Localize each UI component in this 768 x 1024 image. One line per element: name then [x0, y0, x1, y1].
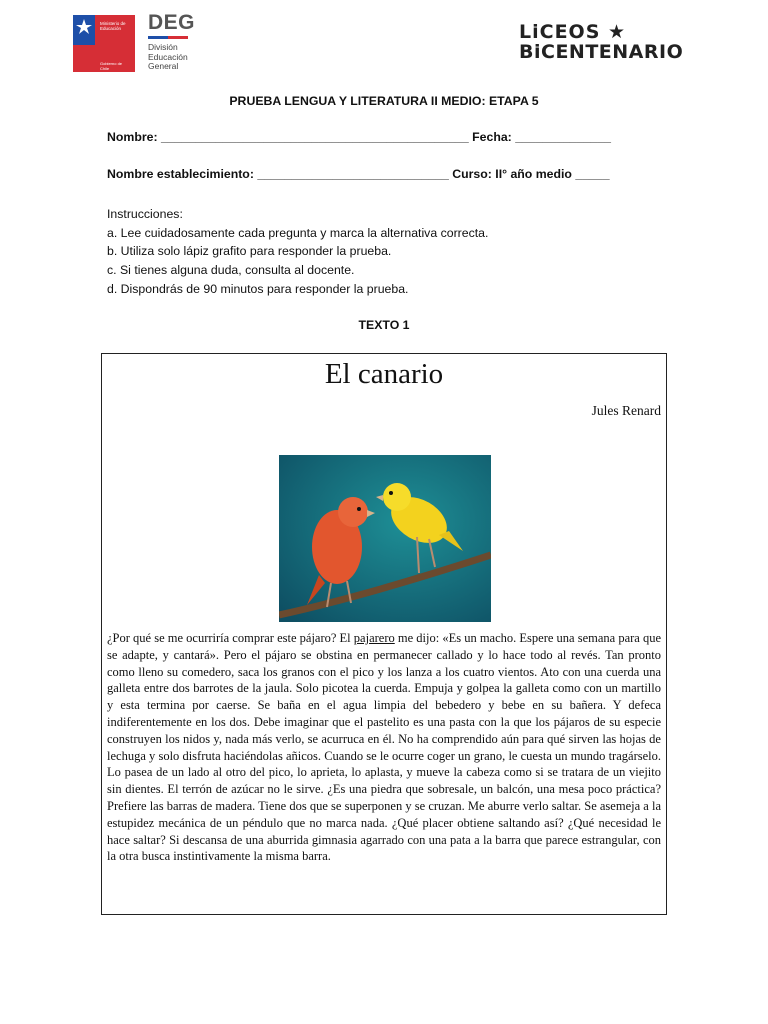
deg-line: División — [148, 42, 178, 52]
gobierno-de-chile-logo — [73, 15, 135, 72]
story-text-rest: me dijo: «Es un macho. Espere una semana para que se adapte, y cantará». Pero el pájaro se obstina en permanecer callado y lo hace todo al revés. Tan pronto como lleno su comedero, saca los granos con el pico y los lanza a los cuatro vientos. Ato con una cuerda una galleta entre dos barrotes de la jaula. Solo picotea la cuerda. Empuja y golpea la galleta como con un martillo y esta termina por caerse. Se baña en el agua limpia del bebedero y bebe en su bañera. Y defeca indiferentemente en los dos. Debe imaginar que el pastelito es una pasta con la que los pájaros de su especie construyen los nidos y, nada más verlo, se acurruca en él. No ha comprendido aún para qué sirven las hojas de lechuga y solo disfruta haciéndolas añicos. Cuando se le ocurre coger un grano, le cuesta un mundo tragárselo. Lo pasea de un lado al otro del pico, lo aprieta, lo aplasta, y mueve la cabeza como si se tratara de un viejito sin dientes. El terrón de azúcar no le sirve. ¿Es una piedra que sobresale, un balcón, una mesa poco práctica? Prefiere las barras de madera. Tiene dos que se superponen y se cruzan. Me aburre verlo saltar. Se asemeja a la estupidez mecánica de un péndulo que no marca nada. ¿Qué placer obtiene saltando así? ¿Qué necesidad le hace saltar? Si descansa de una aburrida gimnasia agarrado con una pata a la barra que parece estrangular, con la otra busca instintivamente la misma barra. — [107, 631, 662, 864]
gob-logo-text: Ministerio de Educación — [100, 21, 126, 31]
story-text — [107, 630, 661, 865]
story-text-underlined-word: pajarero — [353, 631, 395, 645]
name-date-line: Nombre: _____________________________________________ Fecha: ______________ — [107, 130, 611, 144]
deg-line: Educación — [148, 51, 188, 62]
story-title: El canario — [324, 358, 444, 390]
instruction-item: c. Si tienes alguna duda, consulta al docente. — [107, 263, 355, 278]
deg-subtitle — [148, 43, 195, 72]
instructions — [107, 205, 488, 299]
liceos-line-1: LiCEOS ★ — [519, 21, 627, 43]
canaries-photo — [279, 455, 491, 622]
deg-color-bar — [148, 36, 188, 39]
liceos-line-2: BiCENTENARIO — [519, 41, 684, 63]
instruction-item: b. Utiliza solo lápiz grafito para responder la prueba. — [107, 244, 392, 259]
deg-line: General — [148, 61, 179, 71]
text-label: TEXTO 1 — [358, 318, 410, 332]
instructions-title: Instrucciones: — [107, 207, 183, 221]
liceos-bicentenario-logo — [519, 22, 683, 62]
story-author: Jules Renard — [591, 403, 661, 418]
instruction-item: d. Dispondrás de 90 minutos para responder la prueba. — [107, 281, 409, 296]
test-title: PRUEBA LENGUA Y LITERATURA II MEDIO: ETAPA 5 — [229, 94, 539, 108]
story-box — [101, 353, 667, 915]
instruction-item: a. Lee cuidadosamente cada pregunta y marca la alternativa correcta. — [107, 225, 489, 240]
gob-logo-subtext: Gobierno de Chile — [100, 61, 123, 71]
school-course-line: Nombre establecimiento: ____________________________ Curso: II° año medio _____ — [107, 167, 610, 181]
story-text-start: ¿Por qué se me ocurriría comprar este pájaro? El — [107, 631, 354, 645]
deg-logo — [148, 11, 195, 72]
deg-title: DEG — [148, 11, 196, 34]
